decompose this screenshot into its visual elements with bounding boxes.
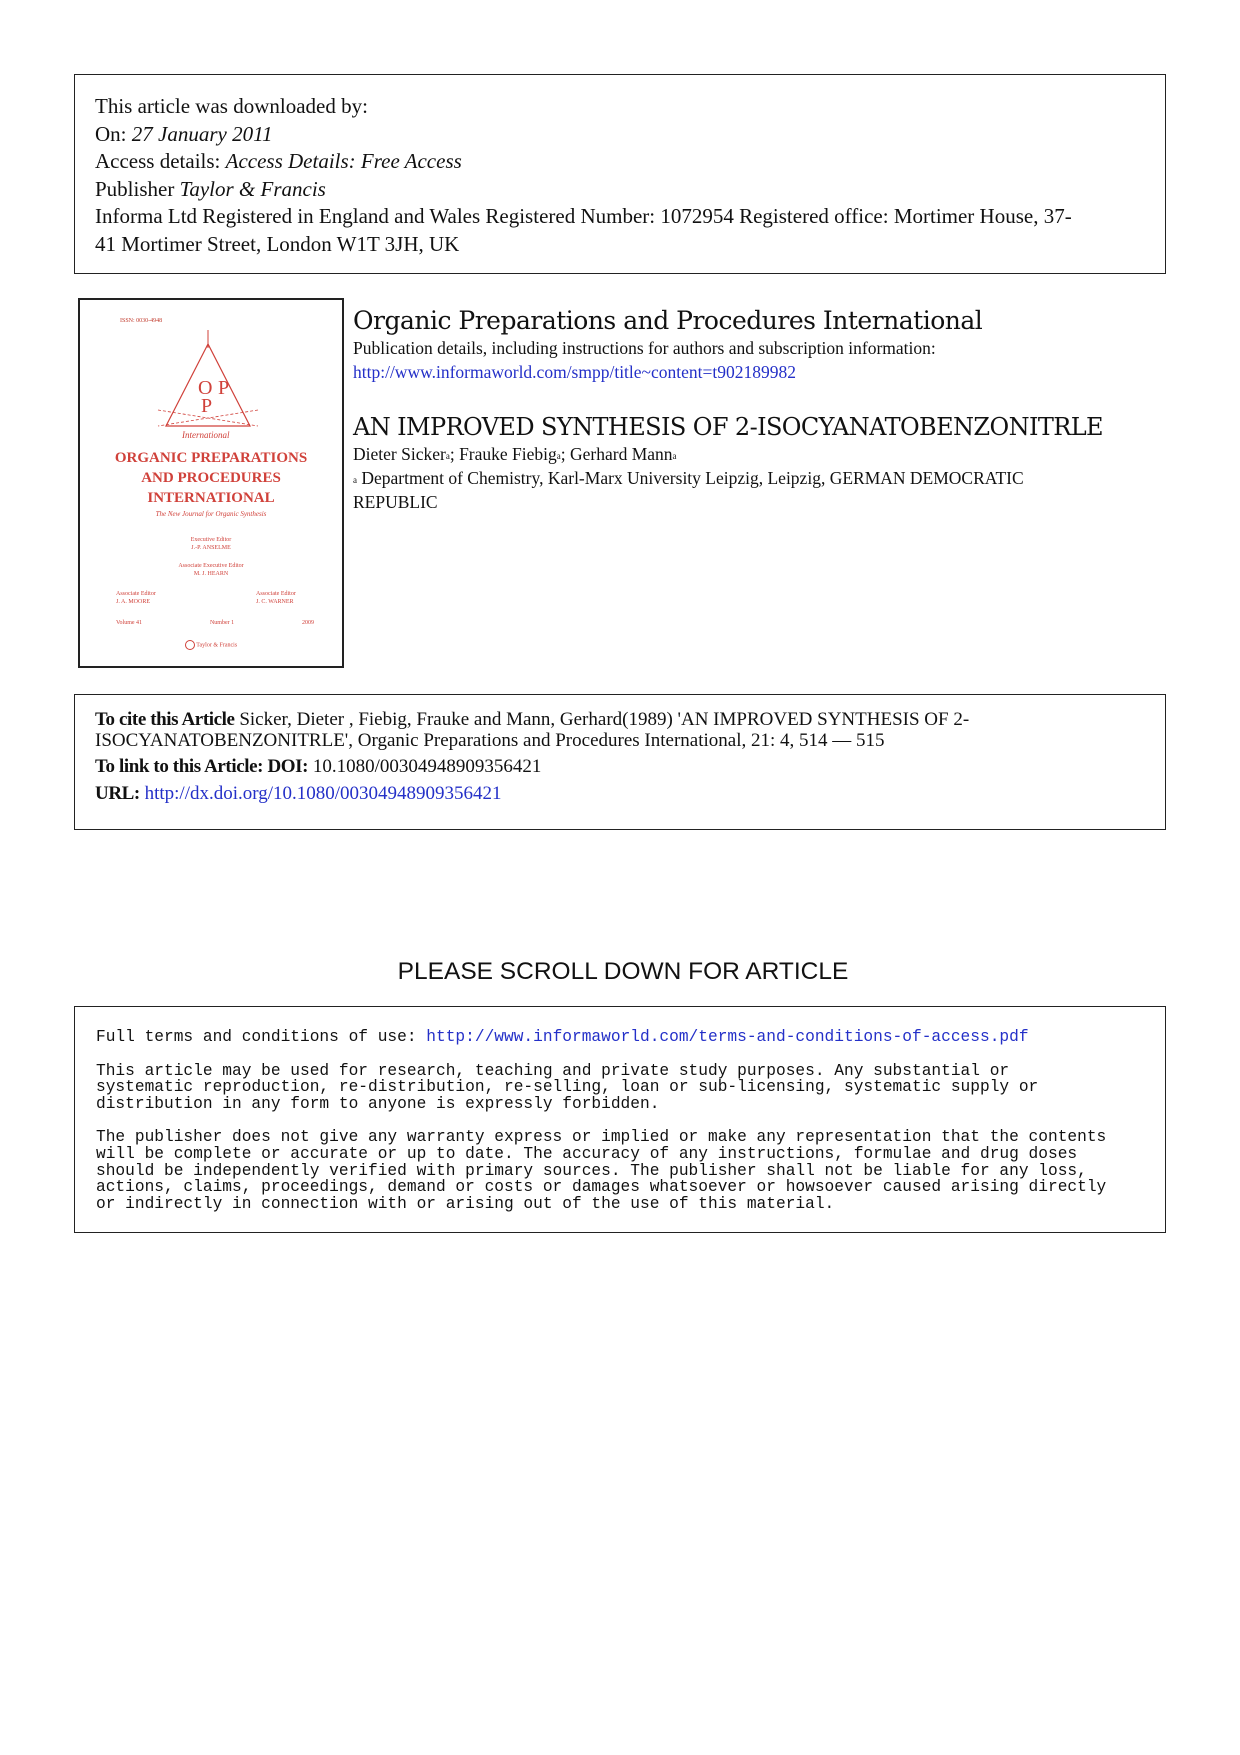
journal-cover-image	[78, 298, 344, 668]
doi-value: 10.1080/00304948909356421	[312, 756, 542, 777]
cover-assoc2-name: J. C. WARNER	[256, 599, 294, 605]
journal-article-info	[353, 306, 1173, 514]
cover-title-line3: INTERNATIONAL	[147, 490, 275, 506]
cover-assoc2-label: Associate Editor	[256, 591, 296, 597]
journal-title: Organic Preparations and Procedures International	[353, 306, 983, 335]
cover-logo-p-top: P	[218, 377, 230, 399]
terms-paragraph-2: The publisher does not give any warranty express or implied or make any representation that the contents will be complete or accurate or up to date. The accuracy of any instructions, formulae and drug doses should be independently verified with primary sources. The publisher shall not be liable for any loss, actions, claims, proceedings, demand or costs or damages whatsoever or howsoever caused arising directly or indirectly in connection with or arising out of the use of this material.	[96, 1128, 1107, 1213]
publisher-line	[95, 176, 1145, 204]
journal-details: Publication details, including instructions for authors and subscription information:	[353, 338, 936, 358]
cover-year: 2009	[301, 620, 314, 626]
on-label: On:	[95, 121, 132, 146]
article-title: AN IMPROVED SYNTHESIS OF 2-ISOCYANATOBENZONITRLE	[353, 413, 1103, 441]
publisher-value: Taylor & Francis	[179, 176, 326, 201]
terms-box	[74, 1006, 1166, 1233]
download-date: 27 January 2011	[131, 121, 273, 146]
cover-title	[80, 448, 342, 508]
access-details-line	[95, 148, 1145, 176]
download-date-line	[95, 121, 1145, 149]
access-label: Access details:	[95, 149, 226, 173]
cover-publisher-name: Taylor & Francis	[196, 642, 238, 649]
citation-box	[74, 694, 1166, 830]
author-3-affiliation-marker: a	[672, 451, 677, 461]
cover-logo-o: O	[198, 377, 213, 399]
cite-label: To cite this Article	[95, 709, 235, 730]
url-label: URL:	[95, 783, 140, 804]
informa-address-line2: 41 Mortimer Street, London W1T 3JH, UK	[95, 231, 460, 256]
cover-exec-label: Executive Editor	[190, 537, 232, 543]
cover-number: Number 1	[209, 620, 235, 626]
cover-title-line2: AND PROCEDURES	[141, 470, 281, 486]
cover-issn: ISSN: 0030-4948	[120, 318, 163, 324]
cover-logo-international: International	[182, 430, 230, 440]
affiliation-marker: a	[353, 475, 357, 485]
article-affiliation	[353, 466, 1173, 514]
cover-logo-p: P	[201, 395, 213, 417]
author-separator: ;	[560, 444, 571, 464]
journal-url-link[interactable]: http://www.informaworld.com/smpp/title~content=t902189982	[353, 362, 797, 382]
cover-exec-name: J.-P. ANSELME	[191, 545, 231, 551]
url-row	[95, 783, 1145, 805]
cover-title-line1: ORGANIC PREPARATIONS	[114, 450, 308, 466]
terms-row	[96, 1029, 1144, 1046]
cover-logo-triangle-icon	[148, 330, 278, 450]
cover-assoc-exec-editor	[80, 562, 342, 578]
cite-text-line1: Sicker, Dieter , Fiebig, Frauke and Mann, Gerhard(1989) 'AN IMPROVED SYNTHESIS OF 2-	[239, 709, 970, 730]
cover-subtitle: The New Journal for Organic Synthesis	[155, 510, 267, 518]
cover-assoc-exec-name: M. J. HEARN	[193, 571, 229, 577]
author-3: Gerhard Mann	[570, 444, 673, 464]
cover-footer	[116, 620, 314, 626]
affiliation-line2: REPUBLIC	[353, 492, 438, 512]
author-1: Dieter Sicker	[353, 444, 446, 464]
scroll-notice: PLEASE SCROLL DOWN FOR ARTICLE	[397, 958, 849, 985]
download-info-box	[74, 74, 1166, 274]
doi-url-link[interactable]: http://dx.doi.org/10.1080/00304948909356421	[144, 783, 502, 804]
cover-publisher	[80, 640, 342, 650]
author-2-affiliation-marker: a	[556, 451, 561, 461]
cite-text-line2: ISOCYANATOBENZONITRLE', Organic Preparations and Procedures International, 21: 4, 514 — 515	[95, 730, 885, 751]
downloaded-by-line: This article was downloaded by:	[95, 94, 368, 118]
terms-label: Full terms and conditions of use:	[96, 1028, 427, 1046]
terms-paragraph-1: This article may be used for research, teaching and private study purposes. Any substantial or systematic reproduction, re-distribution, re-selling, loan or sub-licensing, systematic supply or distribution in any form to anyone is expressly forbidden.	[96, 1061, 1039, 1113]
cover-executive-editor	[80, 536, 342, 552]
access-value: Access Details: Free Access	[225, 149, 462, 173]
cover-assoc-editor-2	[256, 590, 296, 606]
terms-url-link[interactable]: http://www.informaworld.com/terms-and-conditions-of-access.pdf	[426, 1028, 1029, 1046]
cite-row	[95, 709, 1145, 751]
article-authors	[353, 442, 1173, 466]
affiliation-line1: Department of Chemistry, Karl-Marx University Leipzig, Leipzig, GERMAN DEMOCRATIC	[361, 468, 1024, 488]
author-1-affiliation-marker: a	[445, 451, 450, 461]
cover-assoc-editor-1	[116, 590, 156, 606]
cover-volume: Volume 41	[116, 620, 143, 626]
doi-row	[95, 756, 1145, 778]
author-2: Frauke Fiebig	[459, 444, 557, 464]
cover-assoc1-name: J. A. MOORE	[116, 599, 151, 605]
cover-assoc1-label: Associate Editor	[116, 591, 156, 597]
cover-assoc-exec-label: Associate Executive Editor	[178, 563, 244, 569]
cover-publisher-logo-icon	[185, 640, 195, 650]
doi-label: To link to this Article: DOI:	[95, 756, 309, 777]
author-separator: ;	[449, 444, 460, 464]
publisher-label: Publisher	[95, 176, 180, 201]
informa-address-line1: Informa Ltd Registered in England and Wales Registered Number: 1072954 Registered office: Mortimer House, 37-	[95, 204, 1072, 228]
